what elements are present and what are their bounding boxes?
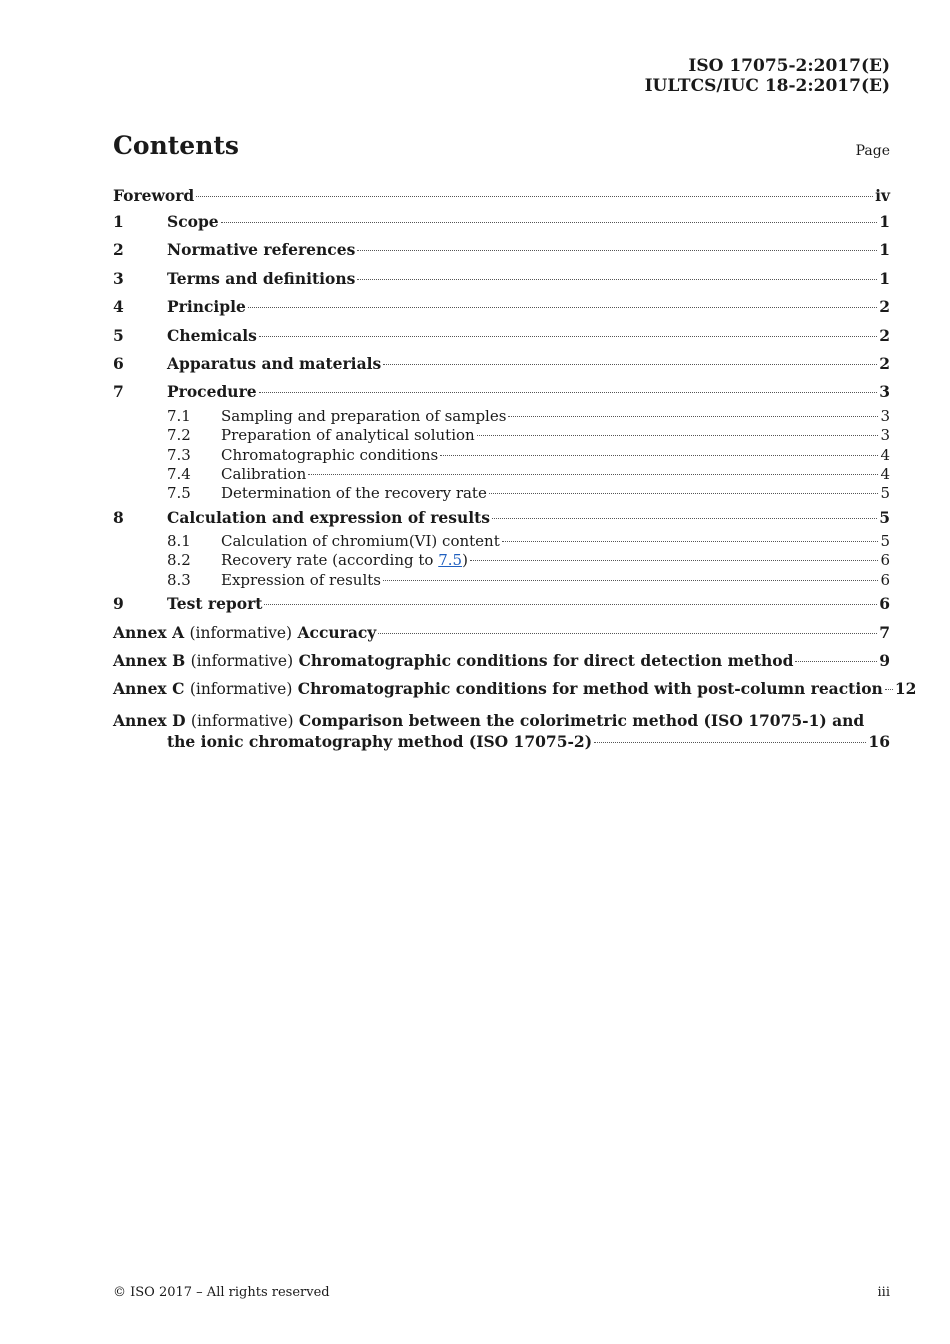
subclause-number: 8.1 (167, 532, 191, 551)
toc-entry-title: Sampling and preparation of samples (221, 406, 507, 425)
toc-entry-page: 1 (879, 212, 890, 231)
toc-entry-page: 3 (879, 382, 890, 402)
toc-entry-page: 9 (879, 651, 890, 671)
subclause-number: 7.5 (167, 484, 191, 503)
toc-entry-page: 12 (894, 679, 917, 699)
table-of-contents (113, 184, 917, 752)
dot-leader (795, 661, 877, 662)
dot-leader (308, 474, 878, 475)
subclause-number: 7.4 (167, 464, 191, 483)
toc-entry-title: Scope (167, 212, 219, 231)
subclause-number: 8.3 (167, 570, 191, 589)
toc-entry-page: 2 (879, 297, 890, 317)
toc-entry-title: Foreword (113, 186, 195, 205)
toc-entry-clause-8[interactable] (113, 504, 890, 532)
toc-entry-clause-7[interactable] (113, 378, 890, 406)
toc-entry-page: 1 (879, 268, 890, 288)
toc-entry-annex-c[interactable] (113, 675, 917, 703)
toc-entry-title-line2: the ionic chromatography method (ISO 17075-2) (167, 731, 593, 751)
toc-entry-page: 5 (880, 484, 890, 503)
dot-leader (383, 580, 878, 581)
toc-entry-title: Determination of the recovery rate (221, 484, 487, 503)
toc-entry-page: 5 (880, 532, 890, 551)
toc-entry-subclause-7-4[interactable] (113, 465, 890, 484)
toc-entry-title: Chemicals (167, 325, 257, 345)
dot-leader (489, 493, 879, 494)
annex-type: (informative) (190, 711, 294, 730)
dot-leader (357, 279, 877, 280)
toc-entry-page: 3 (880, 406, 890, 425)
toc-entry-page: 5 (879, 507, 890, 527)
toc-entry-subclause-7-1[interactable] (113, 407, 890, 426)
toc-entry-clause-4[interactable] (113, 293, 890, 321)
toc-entry-annex-b[interactable] (113, 647, 890, 675)
clause-number: 9 (113, 594, 124, 614)
toc-entry-page: 6 (880, 551, 890, 570)
dot-leader (248, 307, 877, 308)
toc-entry-subclause-8-2[interactable] (113, 551, 890, 570)
toc-entry-title: Calculation of chromium(VI) content (221, 532, 500, 551)
toc-entry-subclause-7-3[interactable] (113, 446, 890, 465)
subclause-number: 7.1 (167, 406, 191, 425)
toc-entry-title: Procedure (167, 382, 257, 402)
dot-leader (383, 364, 877, 365)
toc-entry-clause-1[interactable] (113, 208, 890, 236)
toc-entry-clause-9[interactable] (113, 590, 890, 618)
toc-entry-title: Expression of results (221, 570, 381, 589)
toc-entry-clause-5[interactable] (113, 322, 890, 350)
toc-entry-page: 3 (880, 426, 890, 445)
dot-leader (259, 336, 877, 337)
toc-entry-title: Accuracy (297, 622, 377, 642)
dot-leader (594, 742, 866, 743)
standard-reference (645, 56, 890, 96)
toc-entry-title: Chromatographic conditions for method with post-column reaction (297, 679, 883, 699)
annex-type: (informative) (190, 652, 294, 671)
dot-leader (259, 392, 878, 393)
annex-label: Annex B (113, 651, 186, 671)
toc-entry-page: 4 (880, 464, 890, 483)
toc-entry-clause-2[interactable] (113, 236, 890, 264)
toc-entry-title: Terms and definitions (167, 268, 356, 288)
clause-number: 1 (113, 212, 124, 231)
dot-leader (196, 196, 873, 197)
title-suffix: ) (462, 551, 468, 570)
dot-leader (378, 633, 877, 634)
clause-number: 8 (113, 507, 124, 527)
toc-entry-title: Calibration (221, 464, 307, 483)
dot-leader (440, 455, 878, 456)
dot-leader (885, 689, 893, 690)
clause-number: 5 (113, 325, 124, 345)
annex-label: Annex A (113, 622, 185, 642)
dot-leader (357, 250, 877, 251)
toc-entry-page: iv (875, 186, 890, 205)
toc-entry-title: Principle (167, 297, 246, 317)
toc-entry-page: 7 (879, 622, 890, 642)
toc-entry-title: Chromatographic conditions (221, 445, 439, 464)
toc-entry-title: Chromatographic conditions for direct detection method (298, 651, 794, 671)
iso-reference: ISO 17075-2:2017(E) (688, 56, 890, 76)
toc-entry-title: Preparation of analytical solution (221, 426, 475, 445)
iultcs-reference: IULTCS/IUC 18-2:2017(E) (644, 76, 890, 96)
toc-entry-page: 6 (879, 594, 890, 614)
page-column-label: Page (855, 143, 890, 159)
annex-type: (informative) (189, 623, 293, 642)
toc-entry-title: Test report (167, 594, 263, 614)
toc-entry-title (221, 551, 468, 570)
toc-entry-subclause-7-2[interactable] (113, 426, 890, 445)
annex-label: Annex C (113, 679, 185, 699)
toc-entry-subclause-8-3[interactable] (113, 571, 890, 590)
toc-entry-page: 4 (880, 445, 890, 464)
dot-leader (221, 222, 878, 223)
clause-number: 4 (113, 297, 124, 317)
dot-leader (508, 416, 878, 417)
toc-entry-subclause-7-5[interactable] (113, 484, 890, 503)
clause-number: 6 (113, 353, 124, 373)
toc-entry-foreword[interactable] (113, 184, 890, 208)
toc-entry-page: 2 (879, 325, 890, 345)
subclause-number: 7.3 (167, 445, 191, 464)
title-prefix: Recovery rate (according to (221, 551, 439, 570)
annex-label: Annex D (113, 710, 186, 730)
clause-number: 3 (113, 268, 124, 288)
toc-entry-annex-a[interactable] (113, 619, 890, 647)
clause-7-5-link[interactable]: 7.5 (438, 551, 463, 570)
toc-entry-title: Calculation and expression of results (167, 507, 491, 527)
copyright-notice: © ISO 2017 – All rights reserved (113, 1285, 330, 1300)
toc-entry-title: Apparatus and materials (167, 353, 382, 373)
subclause-number: 8.2 (167, 551, 191, 570)
annex-type: (informative) (189, 680, 293, 699)
clause-number: 7 (113, 382, 124, 402)
page-number: iii (877, 1285, 890, 1300)
dot-leader (264, 604, 877, 605)
toc-entry-annex-d[interactable] (113, 710, 890, 752)
toc-entry-subclause-8-1[interactable] (113, 532, 890, 551)
dot-leader (492, 518, 877, 519)
toc-entry-clause-6[interactable] (113, 350, 890, 378)
toc-entry-page: 1 (879, 240, 890, 260)
toc-entry-clause-3[interactable] (113, 265, 890, 293)
dot-leader (477, 435, 879, 436)
dot-leader (502, 541, 879, 542)
subclause-number: 7.2 (167, 426, 191, 445)
toc-entry-page: 16 (868, 731, 890, 751)
clause-number: 2 (113, 240, 124, 260)
toc-entry-title: Normative references (167, 240, 356, 260)
toc-entry-page: 2 (879, 353, 890, 373)
page-title: Contents (113, 131, 240, 160)
toc-entry-title-line1: Comparison between the colorimetric method (ISO 17075-1) and (298, 710, 865, 730)
toc-entry-page: 6 (880, 570, 890, 589)
dot-leader (470, 560, 879, 561)
